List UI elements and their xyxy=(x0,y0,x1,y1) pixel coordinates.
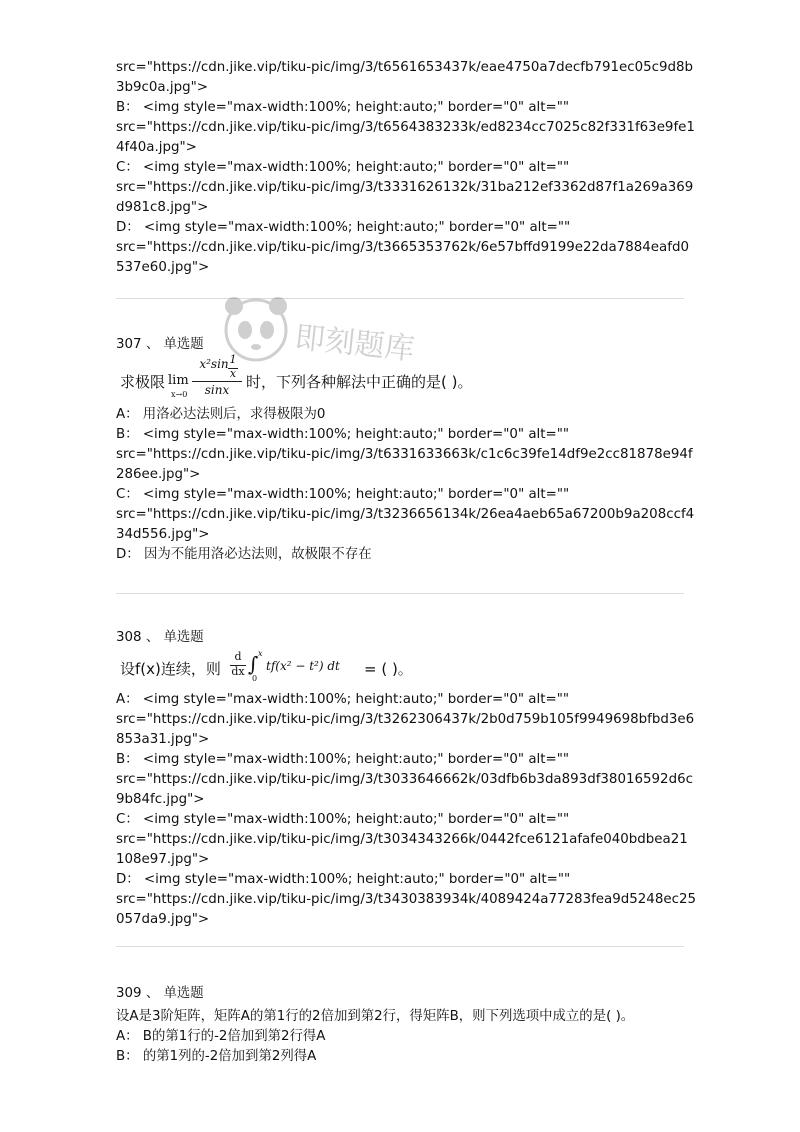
stem-suffix: = ( )。 xyxy=(364,660,413,678)
lim-symbol: lim xyxy=(168,373,189,388)
numerator-text: x²sin xyxy=(199,357,229,371)
option-a: A： 用洛必达法则后，求得极限为0 xyxy=(116,407,326,422)
text-line: src="https://cdn.jike.vip/tiku-pic/img/3/t3236656134k/26ea4aeb65a67200b9a208ccf4 xyxy=(116,507,695,522)
option-d: D： 因为不能用洛必达法则，故极限不存在 xyxy=(116,547,372,562)
option-b: B： <img style="max-width:100%; height:auto;" border="0" alt="" xyxy=(116,100,570,115)
option-b: B： <img style="max-width:100%; height:auto;" border="0" alt="" xyxy=(116,427,570,442)
option-a: A： B的第1行的-2倍加到第2行得A xyxy=(116,1029,326,1044)
option-b: B： 的第1列的-2倍加到第2列得A xyxy=(116,1049,317,1064)
text-line: 3b9c0a.jpg"> xyxy=(116,80,208,95)
integral-upper: x xyxy=(258,649,263,658)
question-stem: 设A是3阶矩阵，矩阵A的第1行的2倍加到第2行，得矩阵B，则下列选项中成立的是( )。 xyxy=(116,1009,635,1024)
text-line: src="https://cdn.jike.vip/tiku-pic/img/3/t3033646662k/03dfb6b3da893df38016592d6c xyxy=(116,772,693,787)
option-d: D： <img style="max-width:100%; height:auto;" border="0" alt="" xyxy=(116,220,571,235)
watermark-text: 即刻题库 xyxy=(293,320,417,368)
text-line: src="https://cdn.jike.vip/tiku-pic/img/3/t3665353762k/6e57bffd9199e22da7884eafd0 xyxy=(116,240,689,255)
question-header: 307 、 单选题 xyxy=(116,337,204,352)
text-line: src="https://cdn.jike.vip/tiku-pic/img/3/t3331626132k/31ba212ef3362d87f1a269a369 xyxy=(116,180,694,195)
integrand: tf(x² − t²) dt xyxy=(266,659,340,673)
question-header: 308 、 单选题 xyxy=(116,630,204,645)
question-header: 309 、 单选题 xyxy=(116,986,204,1001)
denominator: sinx xyxy=(204,383,230,397)
text-line: 108e97.jpg"> xyxy=(116,852,210,867)
text-line: src="https://cdn.jike.vip/tiku-pic/img/3/t6331633663k/c1c6c39fe14df9e2cc81878e94f xyxy=(116,447,693,462)
text-line: 057da9.jpg"> xyxy=(116,912,210,927)
text-line: src="https://cdn.jike.vip/tiku-pic/img/3/t3262306437k/2b0d759b105f9949698bfbd3e6 xyxy=(116,712,695,727)
option-c: C： <img style="max-width:100%; height:auto;" border="0" alt="" xyxy=(116,487,570,502)
stem-suffix: 时，下列各种解法中正确的是( )。 xyxy=(246,373,473,391)
option-d: D： <img style="max-width:100%; height:auto;" border="0" alt="" xyxy=(116,872,571,887)
text-line: src="https://cdn.jike.vip/tiku-pic/img/3/t6561653437k/eae4750a7decfb791ec05c9d8b xyxy=(116,60,694,75)
question-stem xyxy=(116,353,688,405)
text-line: 4f40a.jpg"> xyxy=(116,140,197,155)
text-line: 537e60.jpg"> xyxy=(116,260,210,275)
question-stem xyxy=(116,650,688,690)
divider xyxy=(116,593,684,594)
lim-subscript: x→0 xyxy=(171,390,188,399)
text-line: src="https://cdn.jike.vip/tiku-pic/img/3/t3034343266k/0442fce6121afafe040bdbea21 xyxy=(116,832,688,847)
derivative-top: d xyxy=(234,650,242,663)
question-308 xyxy=(116,628,696,930)
option-c: C： <img style="max-width:100%; height:auto;" border="0" alt="" xyxy=(116,160,570,175)
option-b: B： <img style="max-width:100%; height:auto;" border="0" alt="" xyxy=(116,752,570,767)
stem-prefix: 求极限 xyxy=(120,373,166,391)
question-307 xyxy=(116,335,695,565)
text-line: src="https://cdn.jike.vip/tiku-pic/img/3/t6564383233k/ed8234cc7025c82f331f63e9fe1 xyxy=(116,120,695,135)
text-line: 34d556.jpg"> xyxy=(116,527,210,542)
inner-frac-top: 1 xyxy=(229,353,237,366)
question-309 xyxy=(116,984,688,1067)
fraction-bar xyxy=(192,381,242,382)
derivative-bottom: dx xyxy=(231,665,245,678)
text-line: 286ee.jpg"> xyxy=(116,467,201,482)
integral-sign: ∫ xyxy=(248,652,259,676)
text-line: d981c8.jpg"> xyxy=(116,200,209,215)
text-line: src="https://cdn.jike.vip/tiku-pic/img/3/t3430383934k/4089424a77283fea9d5248ec25 xyxy=(116,892,696,907)
integral-lower: 0 xyxy=(252,674,258,683)
divider xyxy=(116,946,684,947)
text-line: 853a31.jpg"> xyxy=(116,732,210,747)
option-a: A： <img style="max-width:100%; height:auto;" border="0" alt="" xyxy=(116,692,570,707)
option-c: C： <img style="max-width:100%; height:auto;" border="0" alt="" xyxy=(116,812,570,827)
top-options-block xyxy=(116,58,695,278)
stem-prefix: 设f(x)连续，则 xyxy=(120,660,221,678)
text-line: 9b84fc.jpg"> xyxy=(116,792,205,807)
inner-frac-bottom: x xyxy=(229,367,237,380)
